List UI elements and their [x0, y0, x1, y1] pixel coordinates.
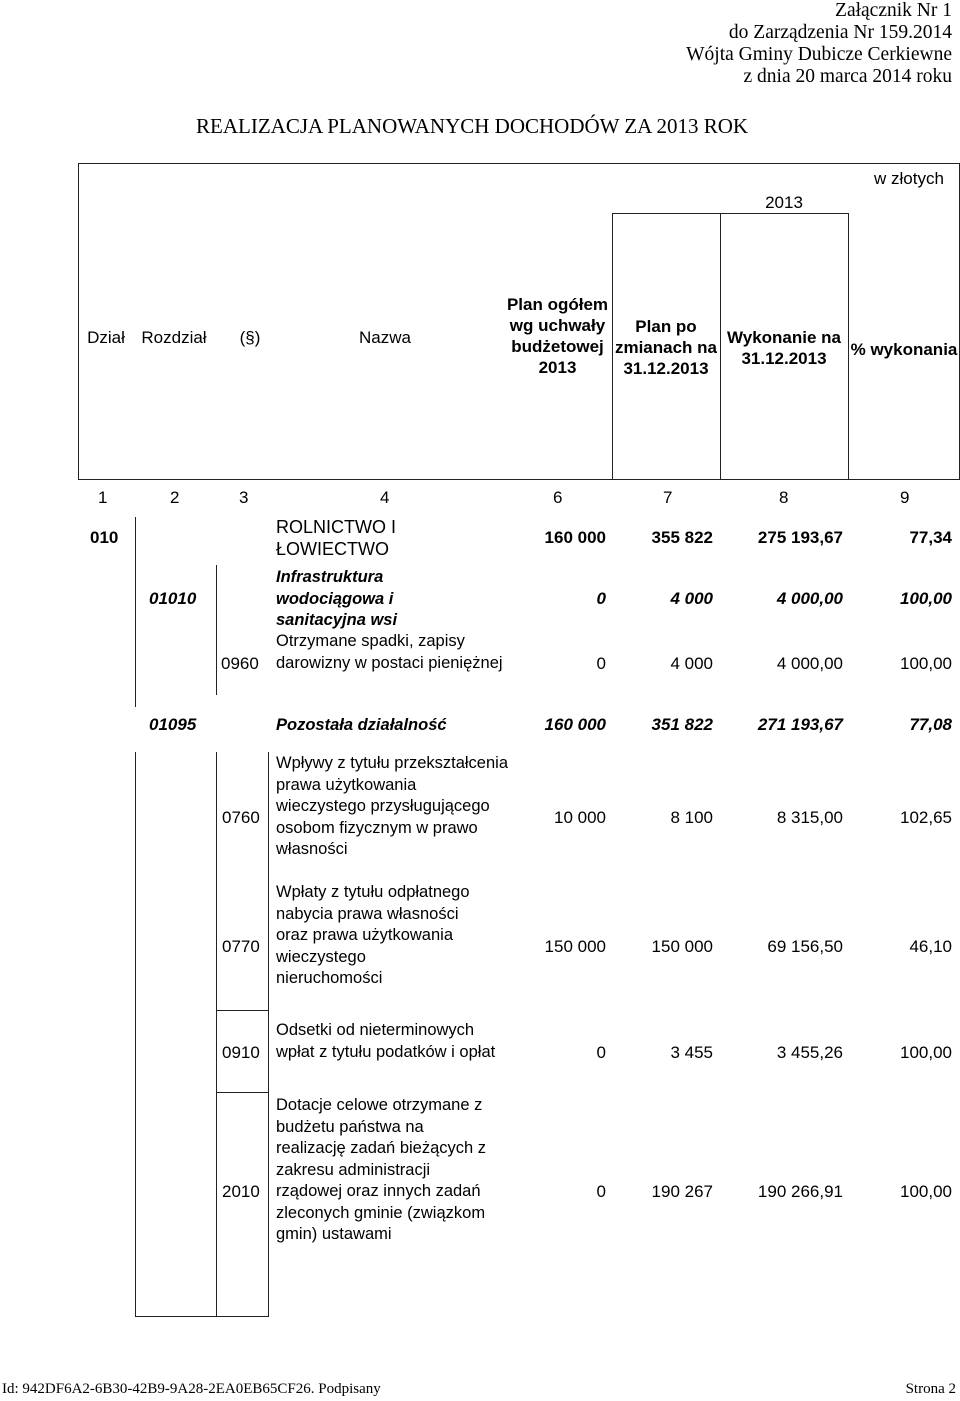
col-dzial-header: Dział	[87, 327, 125, 347]
row-procent: 100,00	[900, 589, 952, 608]
row-paragraf-code: 0770	[222, 937, 260, 956]
row-procent: 46,10	[909, 937, 952, 956]
annex-line-1: Załącznik Nr 1	[835, 0, 952, 21]
row-paragraf-code: 0910	[222, 1043, 260, 1062]
row-plan-zm: 8 100	[670, 808, 713, 827]
col-plan-zm-header: Plan po zmianach na 31.12.2013	[614, 316, 718, 378]
row-name: Dotacje celowe otrzymane z budżetu państwa na realizację zadań bieżących z zakresu administracji rządowej oraz innych zadań zleconych gminie (związkom gmin) ustawami	[276, 1096, 487, 1243]
row-wykonanie: 69 156,50	[767, 937, 843, 956]
col-num-4: 4	[380, 488, 390, 507]
row-procent: 77,34	[909, 528, 952, 547]
row-plan-zm: 3 455	[670, 1043, 713, 1062]
footer-page-number: Strona 2	[905, 1381, 956, 1397]
row-name: Wpłaty z tytułu odpłatnego nabycia prawa własności oraz prawa użytkowania wieczystego nieruchomości	[276, 883, 470, 987]
annex-line-3: Wójta Gminy Dubicze Cerkiewne	[686, 44, 952, 65]
col-paragraf-header: (§)	[239, 327, 261, 347]
year-header: 2013	[765, 192, 803, 212]
row-wykonanie: 271 193,67	[757, 715, 843, 734]
row-plan: 160 000	[544, 528, 606, 547]
row-paragraf-code: 2010	[222, 1182, 260, 1201]
row-plan: 0	[596, 1043, 606, 1062]
col-plan-header: Plan ogółem wg uchwały budżetowej 2013	[506, 295, 609, 377]
col-rozdzial-header: Rozdział	[141, 327, 207, 347]
col-num-1: 1	[98, 488, 108, 507]
row-procent: 100,00	[900, 1043, 952, 1062]
row-name: Odsetki od nieterminowych wpłat z tytułu podatków i opłat	[276, 1021, 496, 1061]
col-procent-header: % wykonania	[850, 339, 958, 359]
row-plan: 160 000	[544, 715, 606, 734]
row-plan-zm: 4 000	[670, 589, 713, 608]
row-plan: 0	[596, 589, 606, 608]
row-procent: 100,00	[900, 654, 952, 673]
row-wykonanie: 190 266,91	[757, 1182, 843, 1201]
row-paragraf-code: 0960	[221, 654, 259, 673]
col-wykonanie-header: Wykonanie na 31.12.2013	[727, 328, 841, 368]
row-name: Wpływy z tytułu przekształcenia prawa użytkowania wieczystego przysługującego osobom fizycznym w prawo własności	[276, 754, 508, 858]
row-plan: 0	[596, 654, 606, 673]
row-plan-zm: 351 822	[651, 715, 713, 734]
col-num-2: 2	[170, 488, 180, 507]
row-procent: 102,65	[900, 808, 952, 827]
col-num-6: 6	[553, 488, 563, 507]
row-paragraf-code: 0760	[222, 808, 260, 827]
row-name: ROLNICTWO I ŁOWIECTWO	[276, 517, 396, 559]
row-rozdzial-code: 01010	[149, 589, 197, 608]
row-procent: 77,08	[909, 715, 952, 734]
row-name: Otrzymane spadki, zapisy darowizny w postaci pieniężnej	[276, 632, 503, 672]
col-nazwa-header: Nazwa	[359, 327, 411, 347]
row-wykonanie: 4 000,00	[776, 589, 843, 608]
row-rozdzial-code: 01095	[149, 715, 197, 734]
row-wykonanie: 3 455,26	[776, 1043, 843, 1062]
row-name: Infrastruktura wodociągowa i sanitacyjna wsi	[276, 568, 398, 629]
row-wykonanie: 275 193,67	[757, 528, 843, 547]
unit-label: w złotych	[874, 169, 944, 188]
row-plan: 0	[596, 1182, 606, 1201]
row-procent: 100,00	[900, 1182, 952, 1201]
row-name: Pozostała działalność	[276, 716, 447, 734]
row-wykonanie: 8 315,00	[776, 808, 843, 827]
row-wykonanie: 4 000,00	[776, 654, 843, 673]
col-num-8: 8	[779, 488, 789, 507]
col-num-3: 3	[239, 488, 249, 507]
row-plan-zm: 150 000	[651, 937, 713, 956]
annex-line-2: do Zarządzenia Nr 159.2014	[728, 22, 952, 43]
row-dzial-code: 010	[90, 528, 119, 547]
row-plan: 150 000	[544, 937, 606, 956]
row-plan-zm: 190 267	[651, 1182, 713, 1201]
col-num-7: 7	[663, 488, 673, 507]
row-plan-zm: 4 000	[670, 654, 713, 673]
annex-line-4: z dnia 20 marca 2014 roku	[743, 66, 952, 87]
row-plan-zm: 355 822	[651, 528, 713, 547]
col-num-9: 9	[900, 488, 910, 507]
document-title: REALIZACJA PLANOWANYCH DOCHODÓW ZA 2013 ROK	[196, 114, 749, 138]
footer-document-id: Id: 942DF6A2-6B30-42B9-9A28-2EA0EB65CF26. Podpisany	[2, 1381, 381, 1397]
row-plan: 10 000	[554, 808, 606, 827]
